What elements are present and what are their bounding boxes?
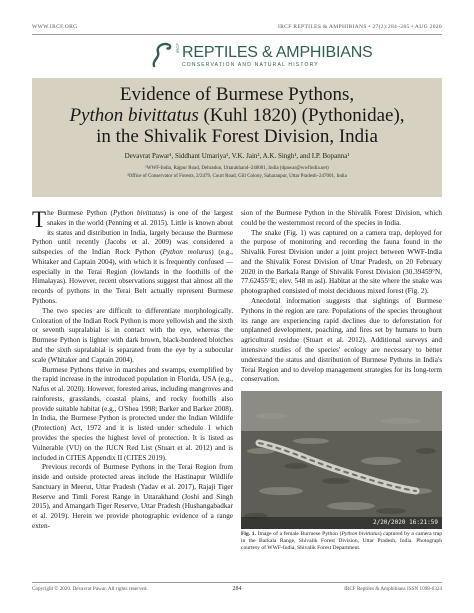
caption-label: Fig. 1. [241,531,257,537]
figure-1-photo [241,391,442,529]
logo-wordmark: REPTILES & AMPHIBIANS [182,44,373,61]
paragraph-camera-trap: The snake (Fig. 1) was captured on a camera trap, deployed for the purpose of monitoring and recording the fauna found in the Shivalik Forest Division under a joint project between WWF-India and the Shivalik Forest Division of Uttar Pradesh, on 20 February 2020 in the Barkala Range of Shivalik Forest Division (30.39459°N, 77.62455°E; elev. 548 m asl). Habitat at the site where the snake was photographed consisted of moist deciduous mixed forest (Fig. 2). [241,228,442,296]
paragraph-conservation: Anecdotal information suggests that sightings of Burmese Pythons in the region are rare. Populations of the species throughout its range are experiencing rapid declines due to deforestation for unplanned development, poaching, and fires set by humans to burn agricultural residue (Stuart et al. 2012). Additional surveys and intensive studies of the species' ecology are necessary to better understand the status and distribution of Burmese Pythons in India's Terai Region and to develop management strategies for its long-term conservation. [241,297,442,384]
paragraph-morphology: The two species are difficult to differentiate morphologically. Coloration of the Indian Rock Python is more yellowish and the sixth or seventh supralabial is in contact with the eye, whereas the Burmese Python is lighter with dark brown, black-bordered blotches and the sixth supralabial is separated from the eye by a subocular scale (Whitaker and Captain 2004). [32,306,233,364]
article-title-line1: Evidence of Burmese Pythons, [119,84,355,105]
camera-timestamp: 2/20/2020 16:21:59 [372,519,438,526]
drop-cap: T [32,207,47,232]
paragraph-records: Previous records of Burmese Pythons in the Terai Region from inside and outside protected areas include the Hastinapur Wildlife Sanctuary in Meerut, Uttar Pradesh (Yadav et al. 2017), Rajaji Tiger Reserve and Timli Forest Range in Uttarakhand (Joshi and Singh 2015), and Amangarh Tiger Reserve, Uttar Pradesh (Hushangabadkar et al. 2019). Herein we provide photographic evidence of a range exten- [32,463,233,530]
footer-issn: IRCF Reptiles & Amphibians ISSN 1098-6324 [344,586,442,592]
page-footer [32,586,442,595]
logo-subtitle: CONSERVATION AND NATURAL HISTORY [182,62,319,68]
page-number: 284 [232,586,242,592]
paragraph-range-extension: sion of the Burmese Python in the Shivalik Forest Division, which could be the westernmost record of the species in India. [241,209,442,227]
affiliation-2: ²Office of Conservator of Forests, 2/2479, Court Road, Gill Colony, Saharanpur, Uttar Pradesh–247001, India [127,174,347,179]
figure-1-caption: Fig. 1. Image of a female Burmese Python (Python bivittatus) captured by a camera trap in the Barkala Range, Shivalik Forest Division, Uttar Pradesh, India. Photograph courtesy of WWF-India, Shivalik Forest Department. [241,531,442,552]
header-website: WWW.IRCF.ORG [32,24,78,30]
journal-logo [150,40,373,78]
snake-logo-icon [150,40,174,70]
body-column-left [32,209,233,532]
camera-trap-image [241,391,442,529]
paragraph-intro: The Burmese Python (Python bivittatus) is one of the largest snakes in the world (Penning et al. 2015). Little is known about its status and distribution in India, largely because the Burmese Python until recently (Jacobs et al. 2009) was considered a subspecies of the Indian Rock Python (Python molurus) (e.g., Whitaker and Captain 2004), with which it is frequently confused — especially in the Terai Region (lowlands in the foothills of the Himalayas). However, recent observations suggest that almost all the records of pythons in the Terai Belt actually represent Burmese Pythons. [32,207,233,306]
title-species: Python bivittatus [69,105,199,126]
title-box [32,78,442,197]
footer-copyright: Copyright © 2020. Devavrat Pawar. All rights reserved. [32,586,148,592]
affiliation-1: ¹WWF-India, Rajpur Road, Dehradun, Uttarakhand–248001, India (dpawar@wwfindia.net) [145,166,329,171]
paragraph-habitat: Burmese Pythons thrive in marshes and swamps, exemplified by the rapid increase in the introduced population in Florida, USA (e.g., Nafus et al. 2020). However, forested areas, including mangroves and rainforests, grasslands, coastal plains, and rocky foothills also provide suitable habitat (e.g., O'Shea 1998; Barker and Barker 2008). In India, the Burmese Python is protected under the Indian Wildlife (Protection) Act, 1972 and it is listed under schedule 1 which provides the species the highest level of protection. It is listed as Vulnerable (VU) on the IUCN Red List (Stuart et al. 2012) and is included in CITES Appendix II (CITES 2019). [32,365,233,462]
logo-ircf-vertical: IRCF [175,43,180,54]
article-title-line3: in the Shivalik Forest Division, India [96,126,378,147]
header-rule [32,34,442,35]
body-column-right [241,209,442,385]
author-list: Devavrat Pawar¹, Siddhant Umariya¹, V.K. Jain², A.K. Singh¹, and I.P. Bopanna¹ [124,152,350,160]
footer-rule [32,582,442,583]
title-line2-rest: (Kuhl 1820) (Pythonidae), [198,105,405,126]
header-journal-info: IRCF REPTILES & AMPHIBIANS • 27(2):284–285 • AUG 2020 [277,24,442,30]
article-title-line2 [32,105,442,126]
